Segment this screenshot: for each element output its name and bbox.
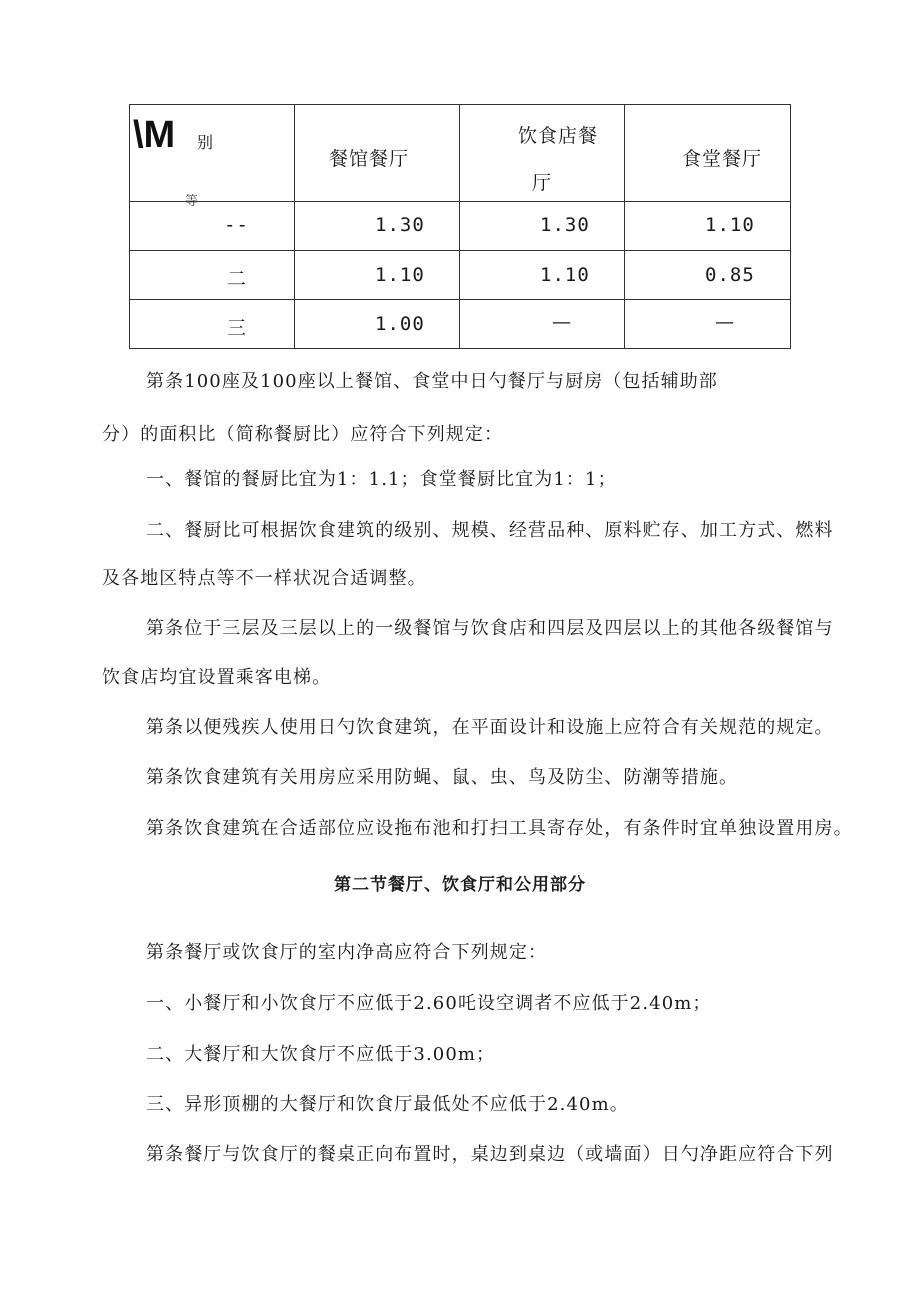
para-ceiling-height: 第条餐厅或饮食厅的室内净高应符合下列规定：	[146, 942, 548, 963]
table-border-left	[129, 104, 130, 349]
para-mop-sink: 第条饮食建筑在合适部位应设拖布池和打扫工具寄存处，有条件时宜单独设置用房。	[146, 818, 853, 839]
table-header-divider	[129, 201, 791, 202]
para-small-hall-height: 一、小餐厅和小饮食厅不应低于2.60吒设空调者不应低于2.40m；	[146, 993, 712, 1014]
header-eatery-line2: 厅	[532, 172, 553, 194]
row3-restaurant: 1.00	[375, 313, 425, 335]
table-row-divider-2	[129, 299, 791, 300]
header-eatery-line1: 饮食店餐	[518, 125, 599, 147]
para-elevator-2: 饮食店均宜设置乘客电梯。	[102, 667, 332, 688]
row2-eatery: 1.10	[540, 264, 590, 286]
para-ratio-values: 一、餐馆的餐厨比宜为1：1.1；食堂餐厨比宜为1：1；	[146, 469, 617, 490]
para-pest-control: 第条饮食建筑有关用房应采用防蝇、鼠、虫、鸟及防尘、防潮等措施。	[146, 767, 739, 788]
para-irregular-ceiling: 三、异形顶棚的大餐厅和饮食厅最低处不应低于2.40m。	[146, 1094, 629, 1115]
row2-restaurant: 1.10	[375, 264, 425, 286]
table-row-divider-1	[129, 250, 791, 251]
para-elevator-1: 第条位于三层及三层以上的一级餐馆与饮食店和四层及四层以上的其他各级餐馆与	[146, 618, 834, 639]
table-divider-1	[294, 104, 295, 349]
header-restaurant: 餐馆餐厅	[329, 148, 410, 170]
row1-canteen: 1.10	[705, 214, 755, 236]
row3-eatery: —	[552, 311, 572, 333]
header-canteen: 食堂餐厅	[682, 148, 763, 170]
row1-grade: --	[224, 214, 249, 236]
seat-area-table	[129, 104, 791, 349]
para-table-spacing: 第条餐厅与饮食厅的餐桌正向布置时，桌边到桌边（或墙面）日勺净距应符合下列	[146, 1144, 834, 1165]
para-large-hall-height: 二、大餐厅和大饮食厅不应低于3.00m；	[146, 1044, 496, 1065]
para-accessibility: 第条以便残疾人使用日勺饮食建筑，在平面设计和设施上应符合有关规范的规定。	[146, 717, 834, 738]
table-border-top	[129, 104, 791, 105]
table-corner-small-label: 别	[197, 133, 214, 152]
table-corner-label: \M	[133, 114, 176, 156]
para-kitchen-ratio-1: 第条100座及100座以上餐馆、食堂中日勺餐厅与厨房（包括辅助部	[146, 371, 718, 392]
table-divider-3	[624, 104, 625, 349]
table-border-right	[790, 104, 791, 349]
para-ratio-adjust-1: 二、餐厨比可根据饮食建筑的级别、规模、经营品种、原料贮存、加工方式、燃料	[146, 520, 834, 541]
section-heading: 第二节餐厅、饮食厅和公用部分	[334, 875, 586, 895]
table-corner-cut-label: 等	[185, 194, 199, 209]
row3-grade: 三	[227, 317, 248, 339]
row3-canteen: —	[715, 311, 735, 333]
row1-eatery: 1.30	[540, 214, 590, 236]
para-ratio-adjust-2: 及各地区特点等不一样状况合适调整。	[102, 568, 427, 589]
table-divider-2	[459, 104, 460, 349]
row1-restaurant: 1.30	[375, 214, 425, 236]
row2-grade: 二	[227, 268, 248, 290]
row2-canteen: 0.85	[705, 264, 755, 286]
table-border-bottom	[129, 348, 791, 349]
para-kitchen-ratio-2: 分）的面积比（简称餐厨比）应符合下列规定：	[102, 424, 504, 445]
